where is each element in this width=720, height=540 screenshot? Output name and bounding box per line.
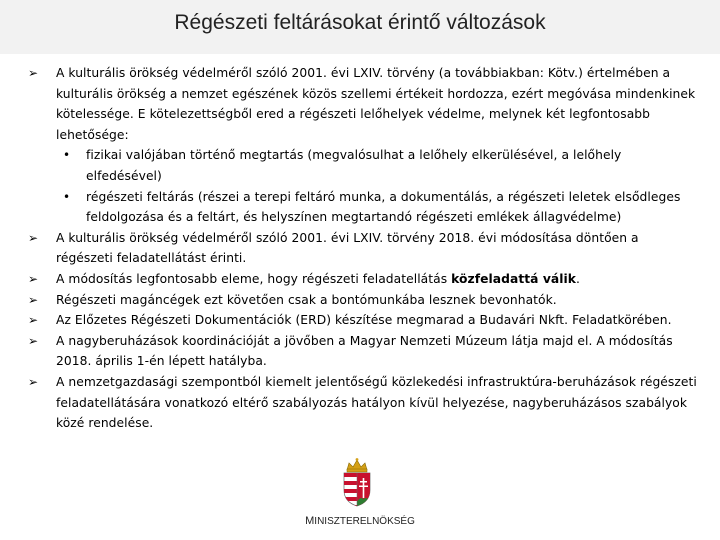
list-item <box>28 228 698 269</box>
bullet-text: Az Előzetes Régészeti Dokumentációk (ERD) készítése megmarad a Budavári Nkft. Feladatkörében. <box>56 313 672 328</box>
footer-organization <box>0 515 720 527</box>
bullet-text-pre: A módosítás legfontosabb eleme, hogy régészeti feladatellátás <box>56 271 452 286</box>
arrow-bullet-icon: ➢ <box>28 66 39 80</box>
arrow-bullet-icon: ➢ <box>28 333 39 348</box>
sub-bullet-text: régészeti feltárás (részei a terepi feltáró munka, a dokumentálás, a régészeti leletek elsődleges feldolgozása és a feltárt, és helyszínen megtartandó régészeti emlékek állagvédelme) <box>86 189 681 225</box>
footer-initial: M <box>305 515 315 527</box>
dot-bullet-icon: • <box>63 148 71 163</box>
list-item <box>28 63 698 145</box>
sub-bullet-text: fizikai valójában történő megtartás (megvalósulhat a lelőhely elkerülésével, a lelőhely elfedésével) <box>86 148 622 183</box>
list-item <box>28 269 698 290</box>
arrow-bullet-icon: ➢ <box>28 271 39 286</box>
list-item <box>28 310 698 331</box>
list-item <box>28 372 698 434</box>
bullet-text: Régészeti magáncégek ezt követően csak a bontómunkába lesznek bevonhatók. <box>56 292 557 307</box>
arrow-bullet-icon: ➢ <box>28 230 39 245</box>
arrow-bullet-icon: ➢ <box>28 374 39 389</box>
slide-content <box>28 63 698 434</box>
arrow-bullet-icon: ➢ <box>28 292 39 307</box>
bullet-text-post: . <box>576 271 581 286</box>
sub-list-item <box>28 187 698 228</box>
bullet-text: A nagyberuházások koordinációját a jövőben a Magyar Nemzeti Múzeum látja majd el. A módosítás 2018. április 1-én lépett hatályba. <box>56 333 673 369</box>
dot-bullet-icon: • <box>63 189 71 204</box>
bullet-text-bold: közfeladattá válik <box>451 271 577 286</box>
bullet-text: A kulturális örökség védelméről szóló 2001. évi LXIV. törvény 2018. évi módosítása döntően a régészeti feladatellátást érinti. <box>56 230 639 266</box>
hungarian-coat-of-arms-icon <box>340 456 374 508</box>
footer-rest: INISZTERELNÖKSÉG <box>314 516 415 527</box>
bullet-text: A nemzetgazdasági szempontból kiemelt jelentőségű közlekedési infrastruktúra-beruházások régészeti feladatellátására vonatkozó eltérő szabályozás hatályon kívül helyezése, nagyberuházásos szabályok közé rendelése. <box>56 374 697 431</box>
sub-list-item <box>28 145 698 186</box>
list-item <box>28 331 698 372</box>
page-title: Régészeti feltárásokat érintő változások <box>174 11 546 34</box>
bullet-list <box>28 63 698 434</box>
bullet-text: A kulturális örökség védelméről szóló 2001. évi LXIV. törvény (a továbbiakban: Kötv.) értelmében a kulturális örökség a nemzet egészének közös szellemi értékeit hordozza, ezért megóvása mindenkinek kötelessége. E kötelezettségből ered a régészeti lelőhelyek védelme, melynek két legfontosabb lehetősége: <box>56 66 696 142</box>
list-item <box>28 290 698 311</box>
arrow-bullet-icon: ➢ <box>28 313 39 328</box>
